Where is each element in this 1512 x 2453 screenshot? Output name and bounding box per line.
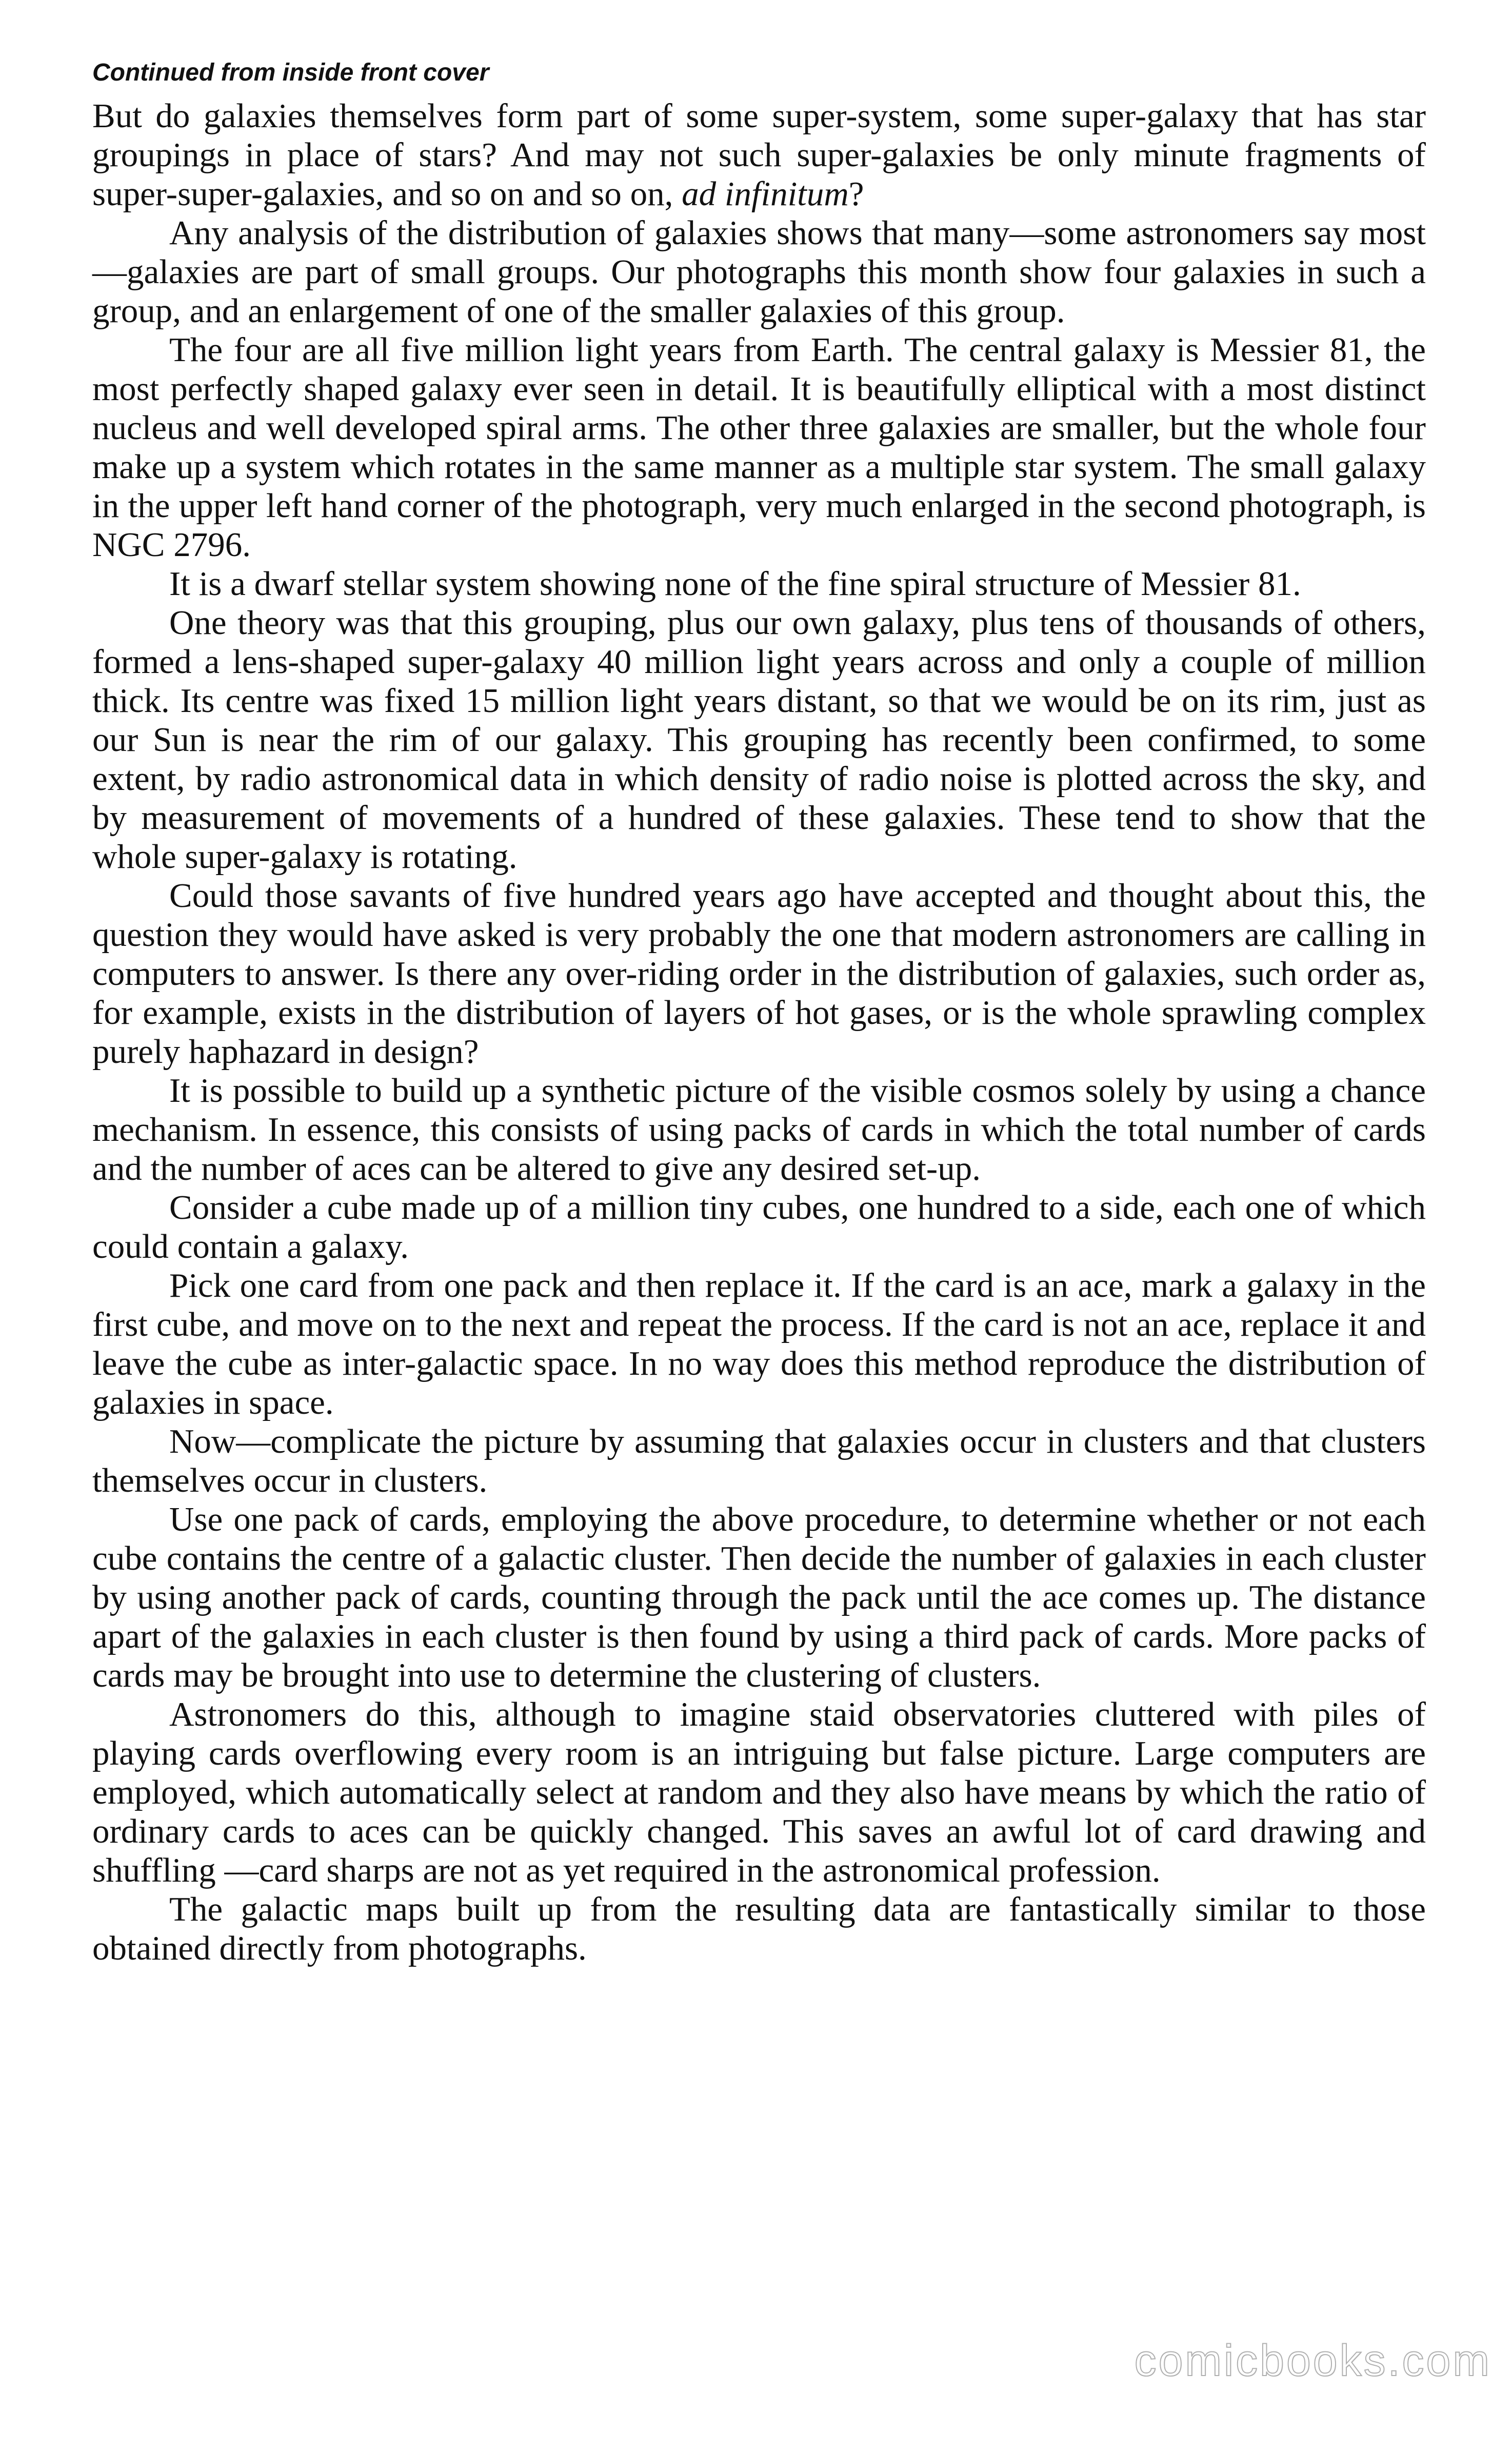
- paragraph-1-end: ?: [848, 175, 864, 213]
- paragraph-9: Pick one card from one pack and then replace it. If the card is an ace, mark a galaxy in the first cube, and move on to the next and repeat the process. If the card is not an ace, replace it and leave the cube as inter-galactic space. In no way does this method reproduce the distribution of galaxies in space.: [92, 1267, 1426, 1421]
- paragraph-2: Any analysis of the distribution of galaxies shows that many—some astronomers say most—galaxies are part of small groups. Our photographs this month show four galaxies in such a group, and an enlargement of one of the smaller galaxies of this group.: [92, 214, 1426, 330]
- paragraph-7: It is possible to build up a synthetic picture of the visible cosmos solely by using a chance mechanism. In essence, this consists of using packs of cards in which the total number of cards and the number of aces can be altered to give any desired set-up.: [92, 1072, 1426, 1188]
- paragraph-13: The galactic maps built up from the resulting data are fantastically similar to those obtained directly from photographs.: [92, 1890, 1426, 1967]
- paragraph-1: [92, 96, 1426, 213]
- paragraph-6: Could those savants of five hundred years ago have accepted and thought about this, the question they would have asked is very probably the one that modern astronomers are calling in computers to answer. Is there any over-riding order in the distribution of galaxies, such order as, for example, exists in the distribution of layers of hot gases, or is the whole sprawling complex purely haphazard in design?: [92, 877, 1426, 1071]
- paragraph-4: It is a dwarf stellar system showing none of the fine spiral structure of Messier 81.: [169, 565, 1301, 603]
- paragraph-11: Use one pack of cards, employing the above procedure, to determine whether or not each cube contains the centre of a galactic cluster. Then decide the number of galaxies in each cluster by using another pack of cards, counting through the pack until the ace comes up. The distance apart of the galaxies in each cluster is then found by using a third pack of cards. More packs of cards may be brought into use to determine the clustering of clusters.: [92, 1500, 1426, 1694]
- continued-heading: Continued from inside front cover: [92, 59, 489, 86]
- watermark-logo: comicbooks.com: [1134, 2336, 1491, 2385]
- article-body: [92, 96, 1426, 1968]
- paragraph-1-emphasis: ad infinitum: [682, 175, 849, 213]
- paragraph-3: The four are all five million light years from Earth. The central galaxy is Messier 81, the most perfectly shaped galaxy ever seen in detail. It is beautifully elliptical with a most distinct nucleus and well developed spiral arms. The other three galaxies are smaller, but the whole four make up a system which rotates in the same manner as a multiple star system. The small galaxy in the upper left hand corner of the photograph, very much enlarged in the second photograph, is NGC 2796.: [92, 331, 1426, 564]
- paragraph-10: Now—complicate the picture by assuming that galaxies occur in clusters and that clusters themselves occur in clusters.: [92, 1422, 1426, 1499]
- paragraph-12: Astronomers do this, although to imagine staid observatories cluttered with piles of playing cards overflowing every room is an intriguing but false picture. Large computers are employed, which automatically select at random and they also have means by which the ratio of ordinary cards to aces can be quickly changed. This saves an awful lot of card drawing and shuffling —card sharps are not as yet required in the astronomical profession.: [92, 1695, 1426, 1889]
- paragraph-1-text: But do galaxies themselves form part of some super-system, some super-galaxy that has star groupings in place of stars? And may not such super-galaxies be only minute fragments of super-super-galaxies, and so on and so on,: [92, 97, 1426, 213]
- paragraph-5: One theory was that this grouping, plus our own galaxy, plus tens of thousands of others, formed a lens-shaped super-galaxy 40 million light years across and only a couple of million thick. Its centre was fixed 15 million light years distant, so that we would be on its rim, just as our Sun is near the rim of our galaxy. This grouping has recently been confirmed, to some extent, by radio astronomical data in which density of radio noise is plotted across the sky, and by measurement of movements of a hundred of these galaxies. These tend to show that the whole super-galaxy is rotating.: [92, 604, 1426, 876]
- paragraph-8: Consider a cube made up of a million tiny cubes, one hundred to a side, each one of which could contain a galaxy.: [92, 1189, 1426, 1265]
